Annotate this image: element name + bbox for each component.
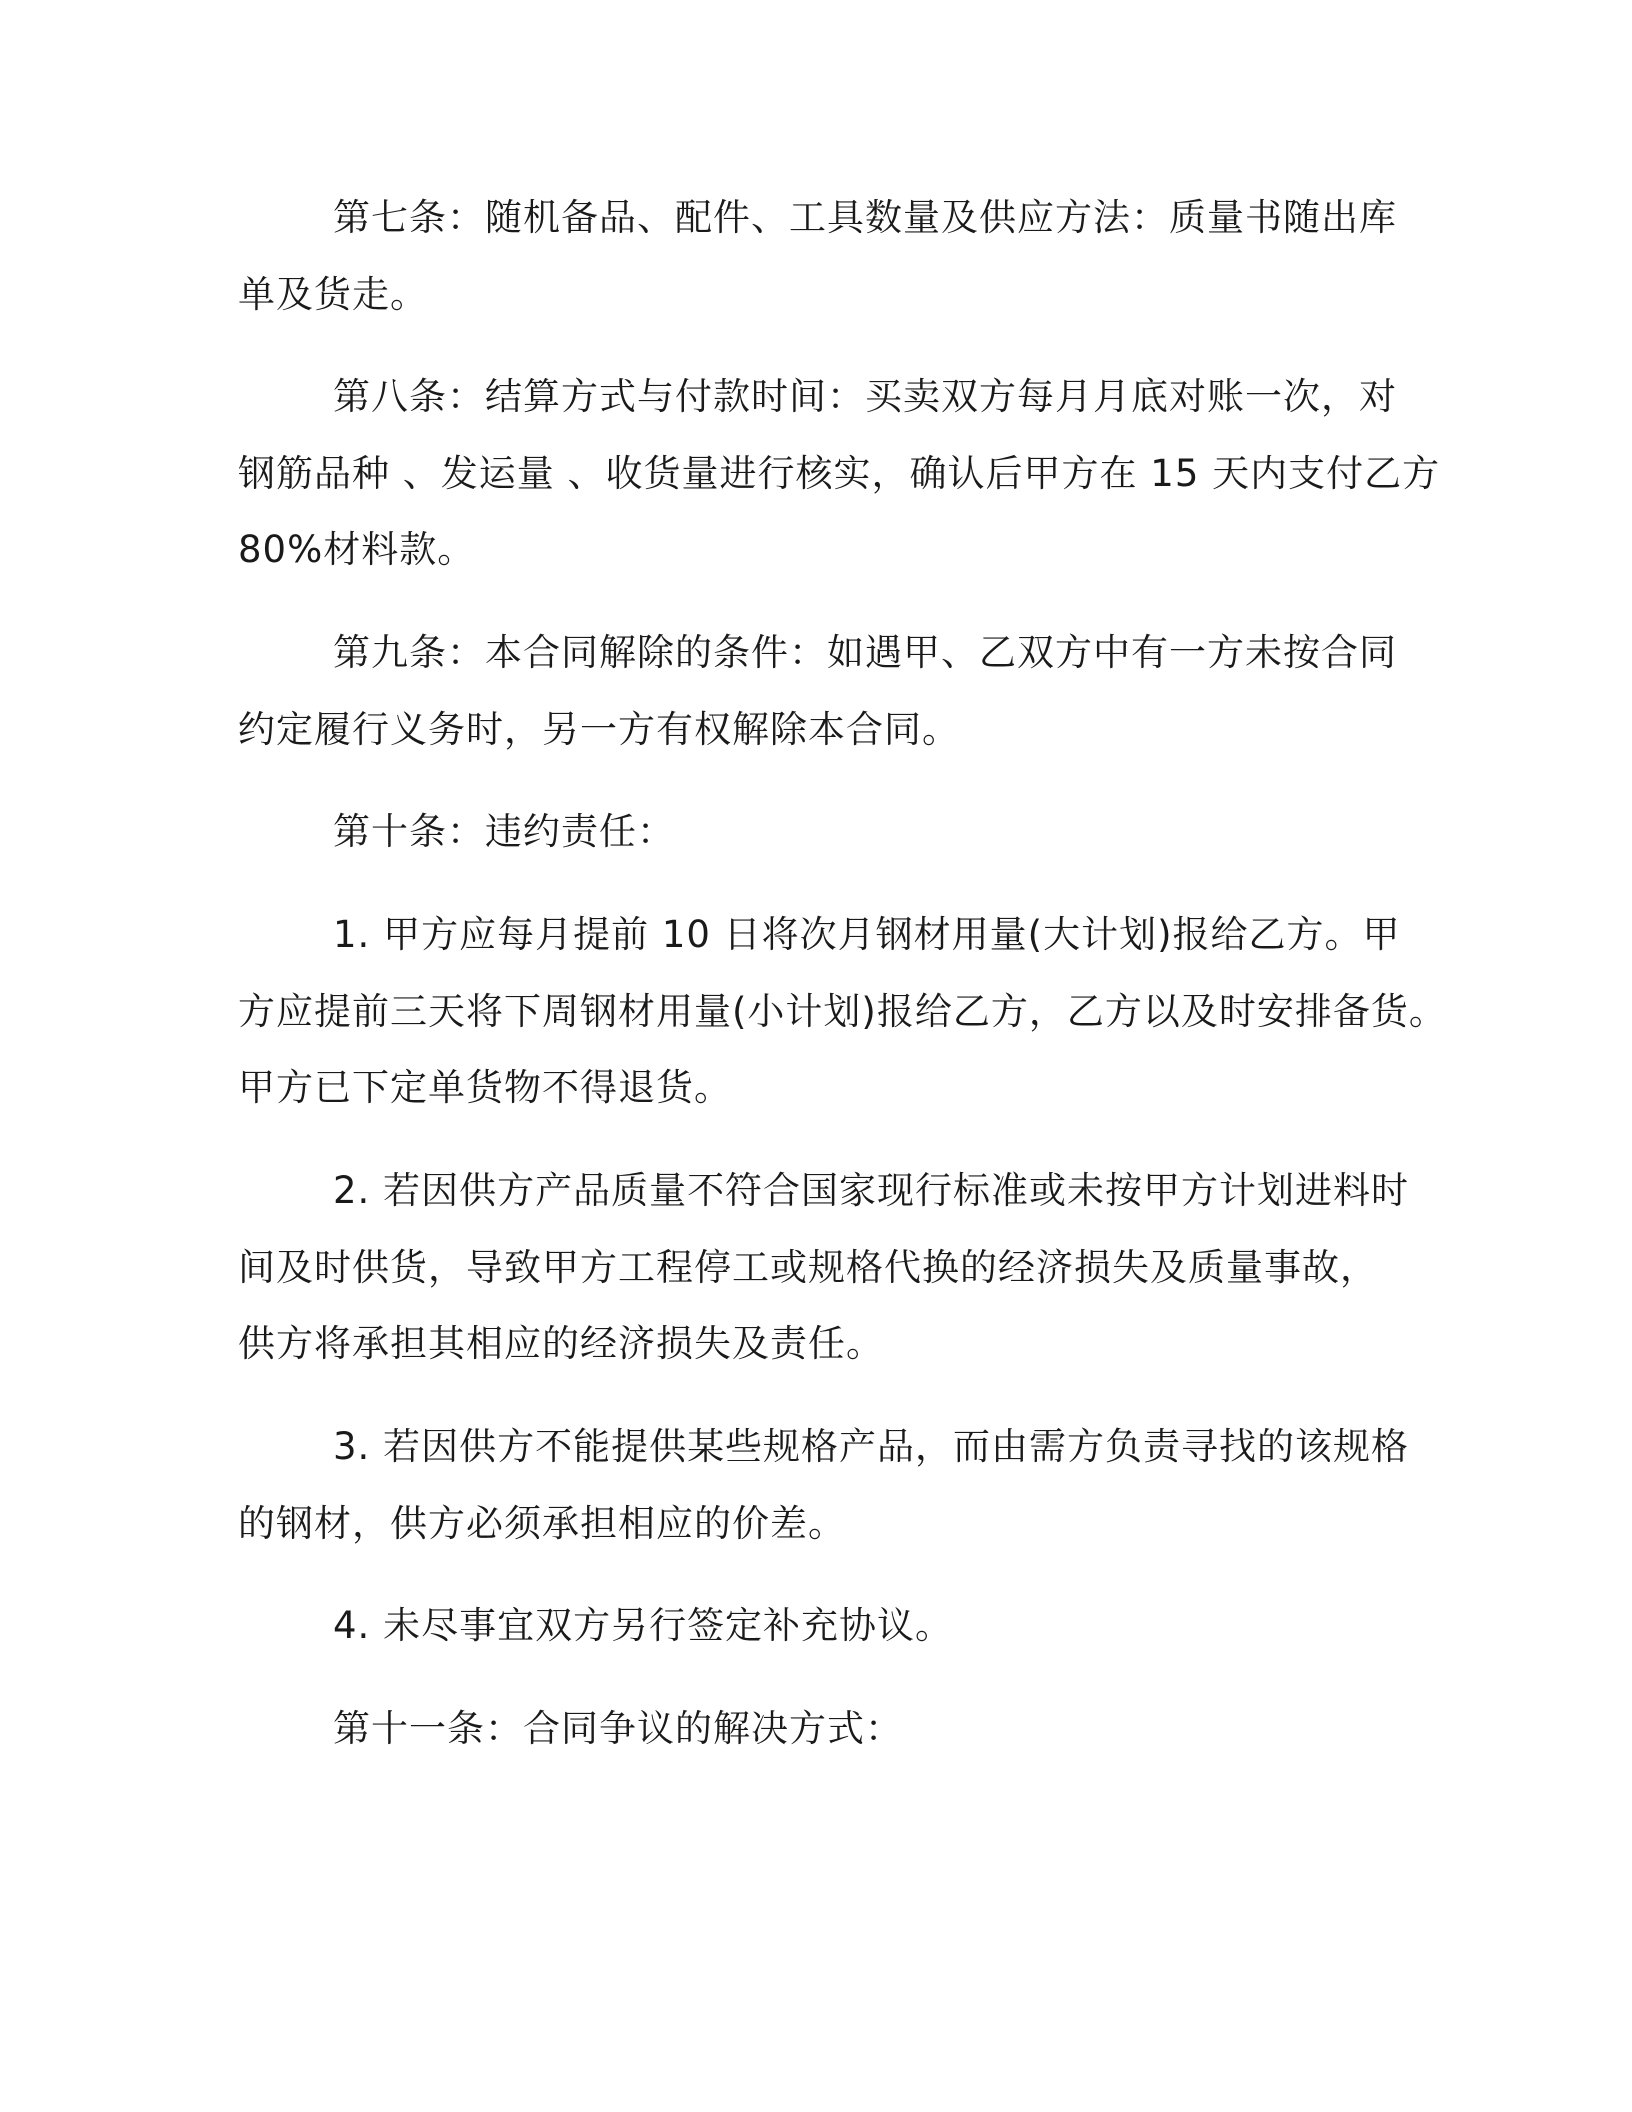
clause-2-line-3: 供方将承担其相应的经济损失及责任。 [238,1322,884,1365]
article-8-line-1: 第八条：结算方式与付款时间：买卖双方每月月底对账一次，对 [333,375,1397,418]
article-9-line-1: 第九条：本合同解除的条件：如遇甲、乙双方中有一方未按合同 [333,631,1397,674]
clause-1-line-1: 1. 甲方应每月提前 10 日将次月钢材用量(大计划)报给乙方。甲 [333,913,1401,956]
article-7-line-1: 第七条：随机备品、配件、工具数量及供应方法：质量书随出库 [333,196,1397,239]
article-10-heading: 第十条：违约责任： [333,810,675,853]
clause-2-line-1: 2. 若因供方产品质量不符合国家现行标准或未按甲方计划进料时 [333,1169,1410,1212]
article-7-line-2: 单及货走。 [238,273,428,316]
clause-2-line-2: 间及时供货，导致甲方工程停工或规格代换的经济损失及质量事故， [238,1246,1378,1289]
clause-1-line-2: 方应提前三天将下周钢材用量(小计划)报给乙方，乙方以及时安排备货。 [238,990,1447,1033]
article-9-line-2: 约定履行义务时，另一方有权解除本合同。 [238,708,960,751]
clause-1-line-3: 甲方已下定单货物不得退货。 [238,1066,732,1109]
clause-3-line-2: 的钢材，供方必须承担相应的价差。 [238,1502,846,1545]
article-11-heading: 第十一条：合同争议的解决方式： [333,1707,903,1750]
article-8-line-2: 钢筋品种 、发运量 、收货量进行核实，确认后甲方在 15 天内支付乙方 [238,452,1441,495]
clause-3-line-1: 3. 若因供方不能提供某些规格产品，而由需方负责寻找的该规格 [333,1425,1410,1468]
article-8-line-3: 80%材料款。 [238,528,476,571]
clause-4-line-1: 4. 未尽事宜双方另行签定补充协议。 [333,1604,954,1647]
